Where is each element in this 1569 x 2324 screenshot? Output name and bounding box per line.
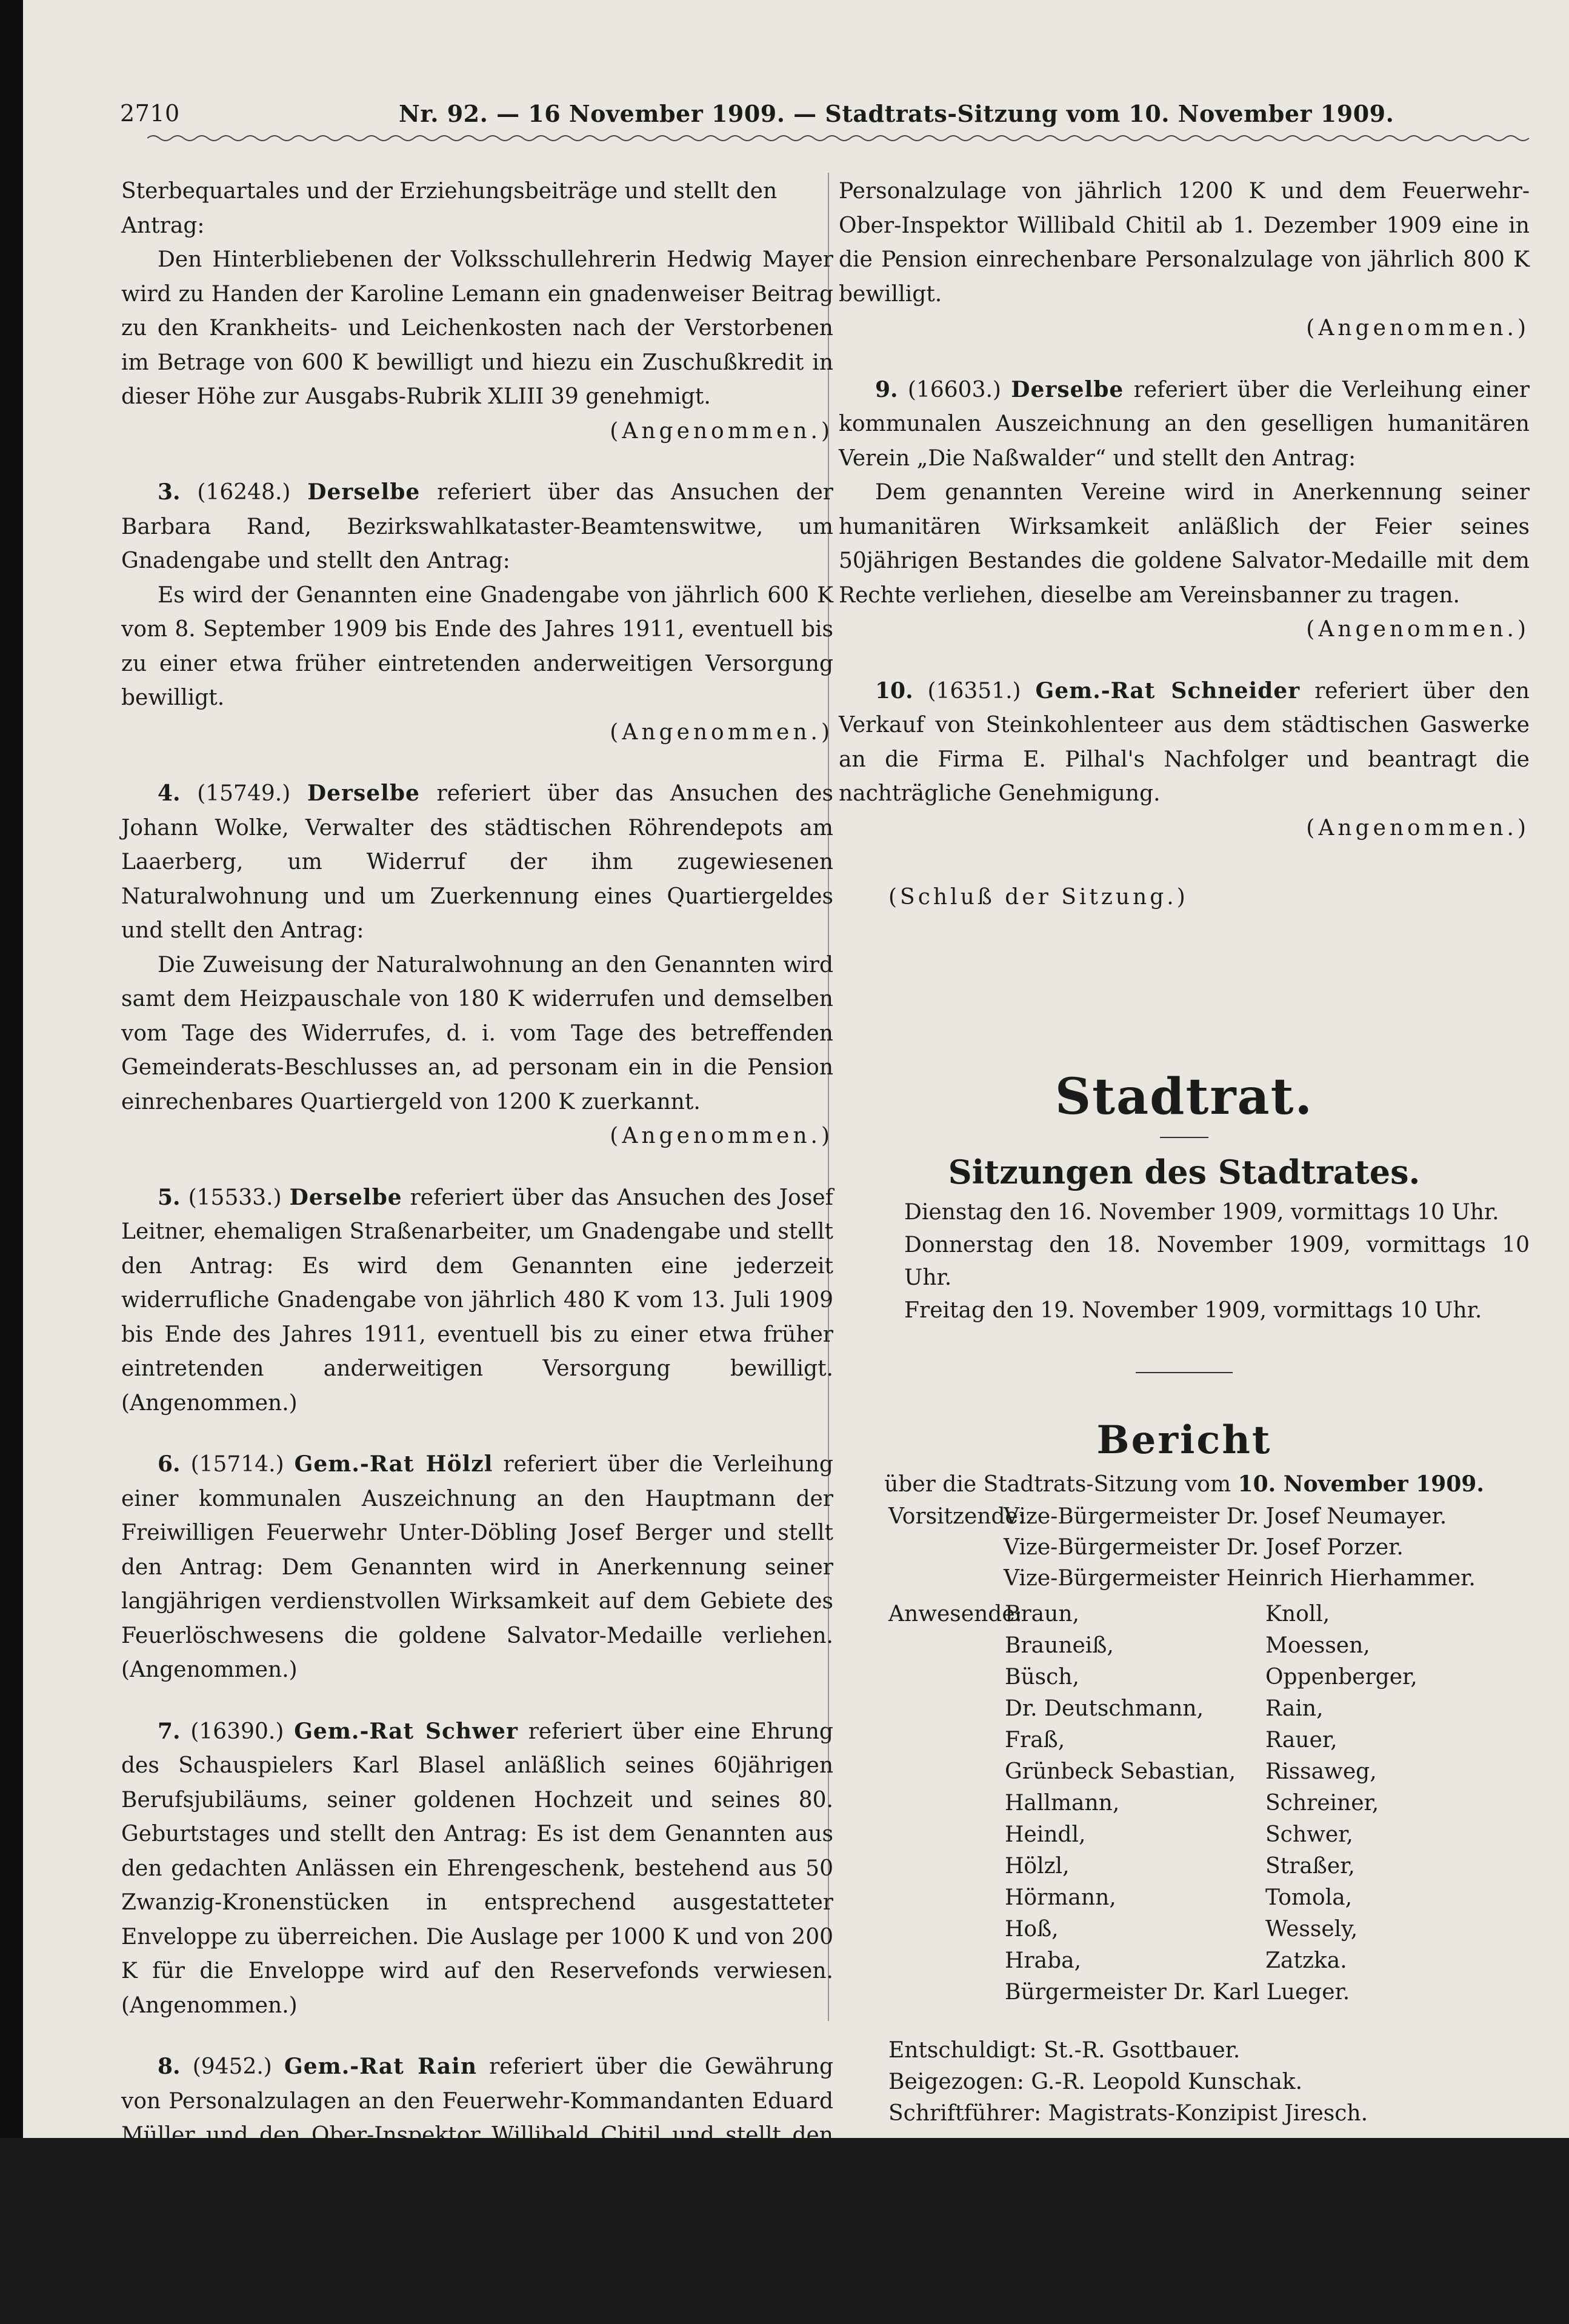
item-speaker: Derselbe <box>289 1184 402 1210</box>
item-number: 9. <box>875 376 898 402</box>
item-speaker: Derselbe <box>307 781 420 806</box>
item-reference: (15533.) <box>188 1185 282 1210</box>
item-number: 5. <box>158 1184 181 1210</box>
list-item: Schwer, <box>1265 1822 1353 1847</box>
item-number: 4. <box>158 781 181 806</box>
item-reference: (16390.) <box>190 1719 284 1744</box>
secretary-line: Schriftführer: Magistrats-Konzipist Jiresch. <box>888 2100 1368 2126</box>
chair-row <box>839 1501 1530 1532</box>
report-subtitle <box>839 1468 1530 1501</box>
status-accepted: (Angenommen.) <box>1306 316 1530 341</box>
agenda-item-4 <box>121 776 833 1154</box>
section-rule <box>1136 1372 1233 1373</box>
item-motion: Die Zuweisung der Naturalwohnung an den Genannten wird samt dem Heizpauschale von 180 K widerrufen und demselben vom Tage des Widerrufes, d. i. vom Tage des betreffenden Gemeinderats-Beschlusses an, ad personam ein in die Pension einrechenbares Quartiergeld von 1200 K zuerkannt. <box>121 952 833 1114</box>
status-accepted: (Angenommen.) <box>1306 815 1530 841</box>
item-number: 3. <box>158 479 181 505</box>
list-item: Büsch, <box>1005 1664 1079 1690</box>
continued-line: Antrag: <box>121 213 205 238</box>
status-accepted: (Angenommen.) <box>121 1993 298 2018</box>
section-title-stadtrat: Stadtrat. <box>1054 1067 1314 1126</box>
item-text: referiert über die Gewährung von Personalzulagen an den Feuerwehr-Kommandanten Eduard Müller und den Ober-Inspektor Willibald Chitil und stellt den Antrag: <box>121 2054 834 2182</box>
chair-name: Vize-Bürgermeister Dr. Josef Porzer. <box>1004 1534 1404 1560</box>
list-item: Heindl, <box>1005 1822 1086 1847</box>
list-item: Rissaweg, <box>1265 1759 1377 1784</box>
item-reference: (15714.) <box>190 1452 284 1477</box>
chair-row <box>839 1532 1530 1563</box>
item-text: referiert über die Verleihung einer kommunalen Auszeichnung an den geselligen humanitären Verein „Die Naßwalder“ und stellt den Antrag: <box>839 377 1530 471</box>
session-date: Dienstag den 16. November 1909, vormittags 10 Uhr. <box>904 1199 1499 1225</box>
item-text: referiert über das Ansuchen der Barbara Rand, Bezirkswahlkataster-Beamtenswitwe, um Gnadengabe und stellt den Antrag: <box>121 480 834 573</box>
item-reference: (15749.) <box>197 781 291 806</box>
item-motion: Dem genannten Vereine wird in Anerkennung seiner humanitären Wirksamkeit anläßlich der Feier seines 50jährigen Bestandes die goldene Salvator-Medaille mit dem Rechte verliehen, dieselbe am Vereinsbanner zu tragen. <box>839 480 1530 608</box>
list-item: Rain, <box>1265 1696 1324 1721</box>
item-text: referiert über das Ansuchen des Josef Leitner, ehemaligen Straßenarbeiter, um Gnadengabe und stellt den Antrag: Es wird dem Genannten eine jederzeit widerrufliche Gnadengabe von jährlich 480 K vom 13. Juli 1909 bis Ende des Jahres 1911, eventuell bis zu einer etwa früher eintretenden anderweitigen Versorgung bewilligt. <box>121 1185 833 1381</box>
list-item: Brauneiß, <box>1005 1633 1114 1658</box>
status-accepted: (Angenommen.) <box>121 1390 298 1416</box>
item-reference: (9452.) <box>192 2054 272 2079</box>
continued-line: Sterbequartales und der Erziehungsbeiträge und stellt den <box>121 179 778 204</box>
sessions-title: Sitzungen des Stadtrates. <box>948 1152 1421 1191</box>
item-text: referiert über den Verkauf von Steinkohlenteer aus dem städtischen Gaswerke an die Firma E. Pilhal's Nachfolger und beantragt die nachträgliche Genehmigung. <box>839 678 1530 806</box>
agenda-item-7 <box>121 1714 833 2023</box>
status-accepted: (Angenommen.) <box>610 418 833 444</box>
chair-name: Vize-Bürgermeister Dr. Josef Neumayer. <box>1004 1503 1447 1529</box>
scan-left-edge <box>0 0 23 2138</box>
list-item: Hoß, <box>1005 1916 1059 1942</box>
status-accepted: (Angenommen.) <box>610 1124 833 1148</box>
agenda-item-8 <box>121 2049 833 2324</box>
list-item: Dr. Deutschmann, <box>1005 1696 1204 1721</box>
title-rule <box>1160 1137 1208 1138</box>
present-list-1 <box>1005 1599 1265 1977</box>
chair-name: Vize-Bürgermeister Heinrich Hierhammer. <box>1004 1565 1476 1591</box>
item-speaker: Derselbe <box>307 479 421 505</box>
item-reference: (16351.) <box>927 678 1021 704</box>
item-reference: (16248.) <box>197 480 291 505</box>
item-speaker: Gem.-Rat Schwer <box>294 1718 518 1744</box>
list-item: Schreiner, <box>1265 1790 1379 1816</box>
item-number: 8. <box>158 2054 181 2079</box>
attending-line: Beigezogen: G.-R. Leopold Kunschak. <box>888 2069 1303 2094</box>
session-closing: (Schluß der Sitzung.) <box>888 885 1188 910</box>
item-text: referiert über die Verleihung einer kommunalen Auszeichnung an den Hauptmann der Freiwilligen Feuerwehr Unter-Döbling Josef Berger und stellt den Antrag: Dem Genannten wird in Anerkennung seiner langjährigen verdienstvollen Wirksamkeit auf dem Gebiete des Feuerlöschwesens die goldene Salvator-Medaille verliehen. <box>121 1452 833 1648</box>
left-column <box>121 175 833 2324</box>
item-motion: Es wird der Genannten eine Gnadengabe von jährlich 600 K vom 8. September 1909 bis Ende des Jahres 1911, eventuell bis zu einer etwa früher eintretenden anderweitigen Versorgung bewilligt. <box>121 582 833 710</box>
continued-motion: Den Hinterbliebenen der Volksschullehrerin Hedwig Mayer wird zu Handen der Karoline Lemann ein gnadenweiser Beitrag zu den Krankheits- und Leichenkosten nach der Verstorbenen im Betrage von 600 K bewilligt und hiezu ein Zuschußkredit in dieser Höhe zur Ausgabs-Rubrik XLIII 39 genehmigt. <box>121 247 833 409</box>
mayor-line: Bürgermeister Dr. Karl Lueger. <box>1005 1979 1350 2005</box>
item-text: referiert über das Ansuchen des Johann Wolke, Verwalter des städtischen Röhrendepots am Laaerberg, um Widerruf der ihm zugewiesenen Naturalwohnung und um Zuerkennung eines Quartiergeldes und stellt den Antrag: <box>121 781 833 943</box>
item-speaker: Derselbe <box>1011 376 1124 402</box>
list-item: Tomola, <box>1265 1885 1353 1910</box>
list-item: Moessen, <box>1265 1633 1370 1658</box>
list-item: Hraba, <box>1005 1948 1082 1973</box>
agenda-item-9 <box>839 373 1530 647</box>
page <box>23 0 1569 2319</box>
status-accepted: (Angenommen.) <box>121 1657 298 1682</box>
item-8-continued: Personalzulage von jährlich 1200 K und dem Feuerwehr-Ober-Inspektor Willibald Chitil ab 1. Dezember 1909 eine in die Pension einrechenbare Personalzulage von jährlich 800 K bewilligt. <box>839 179 1530 307</box>
attendance <box>839 1599 1530 1977</box>
agenda-item-5 <box>121 1180 833 1421</box>
status-accepted: (Angenommen.) <box>610 719 833 745</box>
page-number: 2710 <box>120 100 180 127</box>
session-date: Freitag den 19. November 1909, vormittags 10 Uhr. <box>904 1297 1482 1323</box>
agenda-item-3 <box>121 475 833 750</box>
list-item: Braun, <box>1005 1601 1079 1626</box>
list-item: Wessely, <box>1265 1916 1358 1942</box>
item-motion: Dem Feuerwehr-Kommandanten Eduard Müller wird anläßlich des 150jährigen Bestandes der städtischen Feuerwehr ab 1. Dezember 1909 eine in die Pension einrechenbare <box>121 2191 833 2319</box>
item-speaker: Gem.-Rat Rain <box>284 2054 477 2079</box>
list-item: Grünbeck Sebastian, <box>1005 1759 1236 1784</box>
right-column <box>839 175 1530 2129</box>
list-item: Hölzl, <box>1005 1853 1070 1879</box>
report-date: 10. November 1909. <box>1238 1471 1484 1497</box>
list-item: Knoll, <box>1265 1601 1330 1626</box>
chair-label: Vorsitzende: <box>888 1503 1025 1529</box>
list-item: Straßer, <box>1265 1853 1355 1879</box>
agenda-item-10 <box>839 674 1530 846</box>
present-list-2 <box>1265 1599 1530 1977</box>
item-number: 7. <box>158 1718 181 1744</box>
page-header <box>120 100 1526 136</box>
item-speaker: Gem.-Rat Hölzl <box>294 1451 493 1477</box>
item-text: referiert über eine Ehrung des Schauspielers Karl Blasel anläßlich seines 60jährigen Berufsjubiläums, seiner goldenen Hochzeit und seines 80. Geburtstages und stellt den Antrag: Es ist dem Genannten aus den gedachten Anlässen ein Ehrengeschenk, bestehend aus 50 Zwanzig-Kronenstücken in entsprechend ausgestatteter Enveloppe zu überreichen. Die Auslage per 1000 K und von 200 K für die Enveloppe wird auf den Reservefonds verwiesen. <box>121 1719 833 1983</box>
list-item: Rauer, <box>1265 1727 1337 1753</box>
list-item: Hallmann, <box>1005 1790 1120 1816</box>
chair-row <box>839 1563 1530 1594</box>
list-item: Hörmann, <box>1005 1885 1116 1910</box>
item-number: 6. <box>158 1451 181 1477</box>
present-label: Anwesende: <box>888 1601 1022 1626</box>
section-title-bericht: Bericht <box>1096 1417 1272 1463</box>
item-speaker: Gem.-Rat Schneider <box>1035 678 1301 704</box>
session-date: Donnerstag den 18. November 1909, vormittags 10 Uhr. <box>904 1232 1530 1290</box>
list-item: Oppenberger, <box>1265 1664 1417 1690</box>
status-accepted: (Angenommen.) <box>1306 617 1530 642</box>
item-reference: (16603.) <box>907 377 1001 402</box>
agenda-item-6 <box>121 1447 833 1688</box>
running-title: Nr. 92. — 16 November 1909. — Stadtrats-Sitzung vom 10. November 1909. <box>399 100 1394 127</box>
excused-line: Entschuldigt: St.-R. Gsottbauer. <box>888 2037 1241 2063</box>
list-item: Fraß, <box>1005 1727 1065 1753</box>
report-subtitle-text: über die Stadtrats-Sitzung vom <box>884 1471 1231 1497</box>
item-number: 10. <box>875 678 913 704</box>
header-wavy-rule <box>147 132 1535 147</box>
list-item: Zatzka. <box>1265 1948 1347 1973</box>
